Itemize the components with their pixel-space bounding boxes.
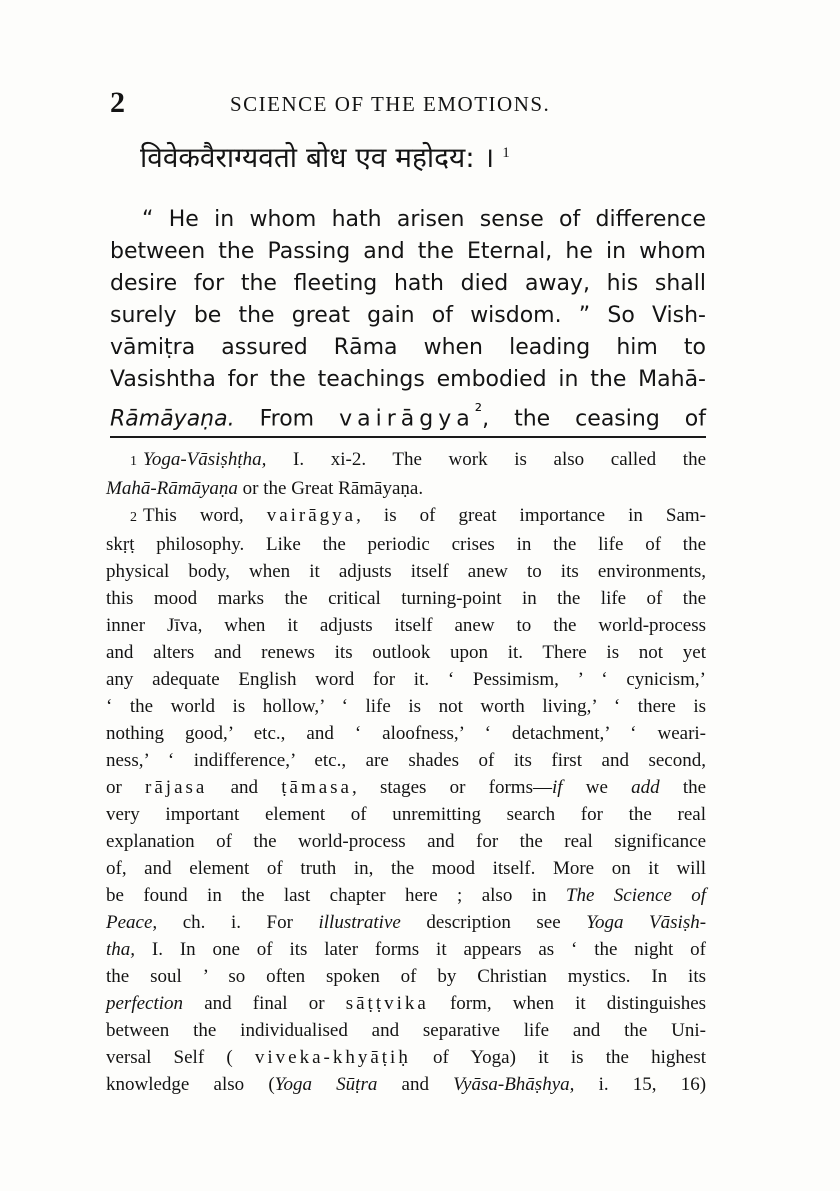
footnote-text: and final or — [204, 993, 325, 1014]
term-viveka-khyatih: viveka-khyāṭiḥ — [254, 1047, 411, 1068]
footnote-text: of Yoga) it is the highest — [433, 1047, 706, 1068]
footnote-text: form, when it distinguishes — [449, 993, 707, 1014]
footnotes — [106, 446, 706, 1098]
footnote-2-line: this mood marks the critical turning-point in the life of the — [106, 588, 706, 609]
footnote-text: be found in the last chapter here ; also in — [106, 885, 547, 906]
footnote-2-line — [106, 909, 706, 936]
footnote-2-line — [106, 882, 706, 909]
footnote-text: , is of great importance in Sam- — [356, 505, 707, 526]
footnote-2-number: 2 — [130, 510, 137, 525]
emphasis-add: add — [631, 777, 660, 798]
emphasis-if: if — [551, 777, 563, 798]
text-from: From — [259, 406, 315, 432]
source-title: Yoga-Vāsiṣhṭha, — [143, 449, 267, 470]
footnote-2-line — [106, 990, 706, 1017]
emphasis-illustrative: illustrative — [318, 912, 401, 933]
term-vairagya: vairāgya — [339, 406, 475, 432]
footnote-text: , stages or forms— — [352, 777, 552, 798]
footnote-ref-2: ² — [474, 401, 483, 422]
footnote-2-line — [106, 774, 706, 801]
footnote-text: knowledge also ( — [106, 1074, 275, 1095]
main-line: “ He in whom hath arisen sense of difference — [142, 207, 706, 232]
footnote-text: This word, — [143, 505, 244, 526]
footnote-2-line — [106, 502, 706, 531]
footnote-2-line: the soul ’ so often spoken of by Christian mystics. In its — [106, 966, 706, 987]
footnote-text: or the Great Rāmāyaṇa. — [242, 478, 424, 499]
footnote-text: and — [401, 1074, 429, 1095]
footnote-text: we — [585, 777, 608, 798]
main-line-last — [110, 396, 706, 435]
page-header — [110, 86, 710, 126]
main-line: Vasishtha for the teachings embodied in the Mahā- — [110, 367, 706, 392]
footnote-text: versal Self ( — [106, 1047, 233, 1068]
term-vairagya: vairāgya — [266, 505, 357, 526]
footnote-2-line: and alters and renews its outlook upon it. There is not yet — [106, 642, 706, 663]
term-rajasa: rājasa — [145, 777, 208, 798]
footnote-2-line: of, and element of truth in, the mood itself. More on it will — [106, 858, 706, 879]
footnote-text: ch. i. For — [182, 912, 293, 933]
science-of-peace-title: The Science of — [565, 885, 706, 906]
sanskrit-verse — [140, 138, 510, 176]
footnote-divider — [110, 436, 706, 438]
main-line: vāmiṭra assured Rāma when leading him to — [110, 335, 706, 360]
footnote-text: I. In one of its later forms it appears as ‘ the night of — [151, 939, 706, 960]
yoga-sutra-title: Yoga Sūṭra — [274, 1074, 378, 1095]
footnote-2-line: skṛṭ philosophy. Like the periodic crises in the life of the — [106, 534, 706, 555]
footnote-2-line: inner Jīva, when it adjusts itself anew to the world-process — [106, 615, 706, 636]
footnote-2-line — [106, 1044, 706, 1071]
footnote-2-line: explanation of the world-process and for the real significance — [106, 831, 706, 852]
maha-ramayana-title: Mahā-Rāmāyaṇa — [106, 478, 238, 499]
footnote-text: and — [230, 777, 259, 798]
emphasis-perfection: perfection — [106, 993, 184, 1014]
footnote-text: description see — [426, 912, 561, 933]
ramayana-title: Rāmāyaṇa. — [110, 406, 235, 432]
footnote-2-line — [106, 936, 706, 963]
peace-title: Peace, — [106, 912, 158, 933]
footnote-2-line: very important element of unremitting search for the real — [106, 804, 706, 825]
running-title: SCIENCE OF THE EMOTIONS. — [230, 92, 551, 116]
footnote-1-line — [106, 475, 706, 502]
footnote-2-line: ‘ the world is hollow,’ ‘ life is not worth living,’ ‘ there is — [106, 696, 706, 717]
page-number: 2 — [110, 86, 125, 119]
main-line: desire for the fleeting hath died away, his shall — [110, 271, 706, 296]
term-sattvika: sāṭṭvika — [345, 993, 429, 1014]
footnote-ref-1: 1 — [502, 144, 510, 161]
verse-text: विवेकवैराग्यवतो बोध एव महोदय: । — [140, 141, 495, 174]
main-paragraph — [110, 204, 706, 435]
footnote-1-number: 1 — [130, 454, 137, 469]
footnote-2-line: any adequate English word for it. ‘ Pessimism, ’ ‘ cynicism,’ — [106, 669, 706, 690]
footnote-2-line: physical body, when it adjusts itself anew to its environments, — [106, 561, 706, 582]
footnote-text: I. xi-2. The work is also called the — [293, 449, 706, 470]
term-tamasa: ṭāmasa — [281, 777, 352, 798]
footnote-1-line — [106, 446, 706, 475]
main-line: surely be the great gain of wisdom. ” So Vish- — [110, 303, 706, 328]
footnote-2-line: ness,’ ‘ indifference,’ etc., are shades of its first and second, — [106, 750, 706, 771]
footnote-text: the — [682, 777, 707, 798]
yoga-vasishtha-title: Yoga Vāsiṣh- — [586, 912, 707, 933]
footnote-2-line: nothing good,’ etc., and ‘ aloofness,’ ‘ detachment,’ ‘ weari- — [106, 723, 706, 744]
tha-title: tha, — [106, 939, 136, 960]
text-ceasing: , the ceasing of — [482, 406, 706, 432]
footnote-2-line — [106, 1071, 706, 1098]
main-line: between the Passing and the Eternal, he in whom — [110, 239, 706, 264]
footnote-text: or — [106, 777, 122, 798]
footnote-text: i. 15, 16) — [598, 1074, 707, 1095]
vyasa-bhashya-title: Vyāsa-Bhāṣhya, — [453, 1074, 575, 1095]
footnote-2-line: between the individualised and separative life and the Uni- — [106, 1020, 706, 1041]
